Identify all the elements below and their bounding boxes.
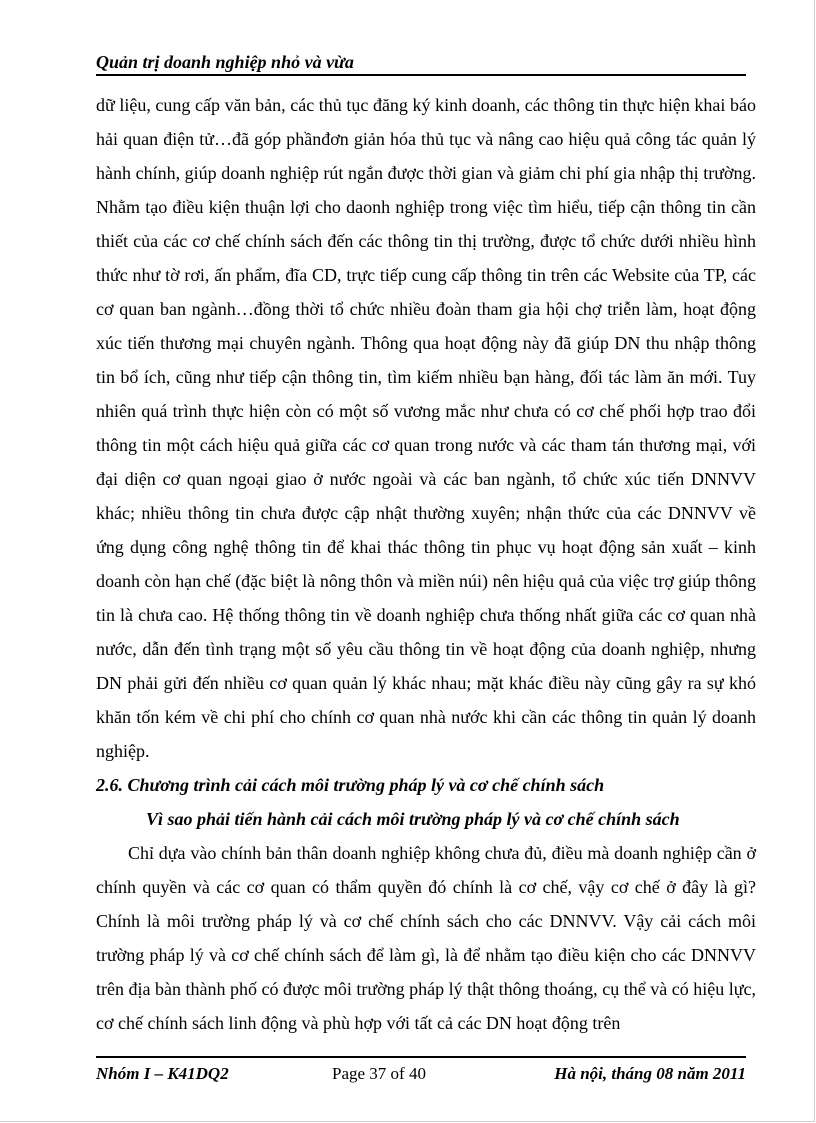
body-paragraph-2: Chỉ dựa vào chính bản thân doanh nghiệp không chưa đủ, điều mà doanh nghiệp cần ở chính quyền và các cơ quan có thẩm quyền đó chính là cơ chế, vậy cơ chế ở đây là gì? Chính là môi trường pháp lý và cơ chế chính sách cho các DNNVV. Vậy cải cách môi trường pháp lý và cơ chế chính sách để làm gì, là để nhằm tạo điều kiện cho các DNNVV trên địa bàn thành phố có được môi trường pháp lý thật thông thoáng, cụ thể và có hiệu lực, cơ chế chính sách linh động và phù hợp với tất cả các DN hoạt động trên — [96, 843, 756, 1033]
section-heading: 2.6. Chương trình cải cách môi trường pháp lý và cơ chế chính sách — [96, 775, 605, 795]
page-footer — [96, 1056, 746, 1082]
footer-page-number: Page 37 of 40 — [332, 1064, 426, 1083]
footer-group: Nhóm I – K41DQ2 — [96, 1064, 229, 1083]
body-paragraph-1: dữ liệu, cung cấp văn bản, các thủ tục đăng ký kinh doanh, các thông tin thực hiện khai báo hải quan điện tử…đã góp phầnđơn giản hóa thủ tục và nâng cao hiệu quả công tác quản lý hành chính, giúp doanh nghiệp rút ngắn được thời gian và giảm chi phí gia nhập thị trường. Nhằm tạo điều kiện thuận lợi cho daonh nghiệp trong việc tìm hiểu, tiếp cận thông tin cần thiết của các cơ chế chính sách đến các thông tin thị trường, được tổ chức dưới nhiều hình thức như tờ rơi, ấn phẩm, đĩa CD, trực tiếp cung cấp thông tin trên các Website của TP, các cơ quan ban ngành…đồng thời tổ chức nhiều đoàn tham gia hội chợ triễn làm, hoạt động xúc tiến thương mại chuyên ngành. Thông qua hoạt động này đã giúp DN thu nhập thông tin bổ ích, cũng như tiếp cận thông tin, tìm kiếm nhiều bạn hàng, đối tác làm ăn mới. Tuy nhiên quá trình thực hiện còn có một số vương mắc như chưa có cơ chế phối hợp trao đổi thông tin một cách hiệu quả giữa các cơ quan trong nước và các tham tán thương mại, với đại diện cơ quan ngoại giao ở nước ngoài và các ban ngành, tổ chức xúc tiến DNNVV khác; nhiều thông tin chưa được cập nhật thường xuyên; nhận thức của các DNNVV về ứng dụng công nghệ thông tin để khai thác thông tin phục vụ hoạt động sản xuất – kinh doanh còn hạn chế (đặc biệt là nông thôn và miền núi) nên hiệu quả của việc trợ giúp thông tin là chưa cao. Hệ thống thông tin về doanh nghiệp chưa thống nhất giữa các cơ quan nhà nước, dẫn đến tình trạng một số yêu cầu thông tin về hoạt động của doanh nghiệp, nhưng DN phải gửi đến nhiều cơ quan quản lý khác nhau; mặt khác điều này cũng gây ra sự khó khăn tốn kém về chi phí cho chính cơ quan nhà nước khi cần các thông tin quản lý doanh nghiệp. — [96, 95, 756, 761]
sub-heading: Vì sao phải tiến hành cải cách môi trường pháp lý và cơ chế chính sách — [146, 809, 680, 829]
document-body — [96, 88, 756, 1040]
header-title: Quản trị doanh nghiệp nhỏ và vừa — [96, 52, 354, 72]
page-header — [96, 50, 746, 76]
footer-date: Hà nội, tháng 08 năm 2011 — [554, 1064, 746, 1083]
